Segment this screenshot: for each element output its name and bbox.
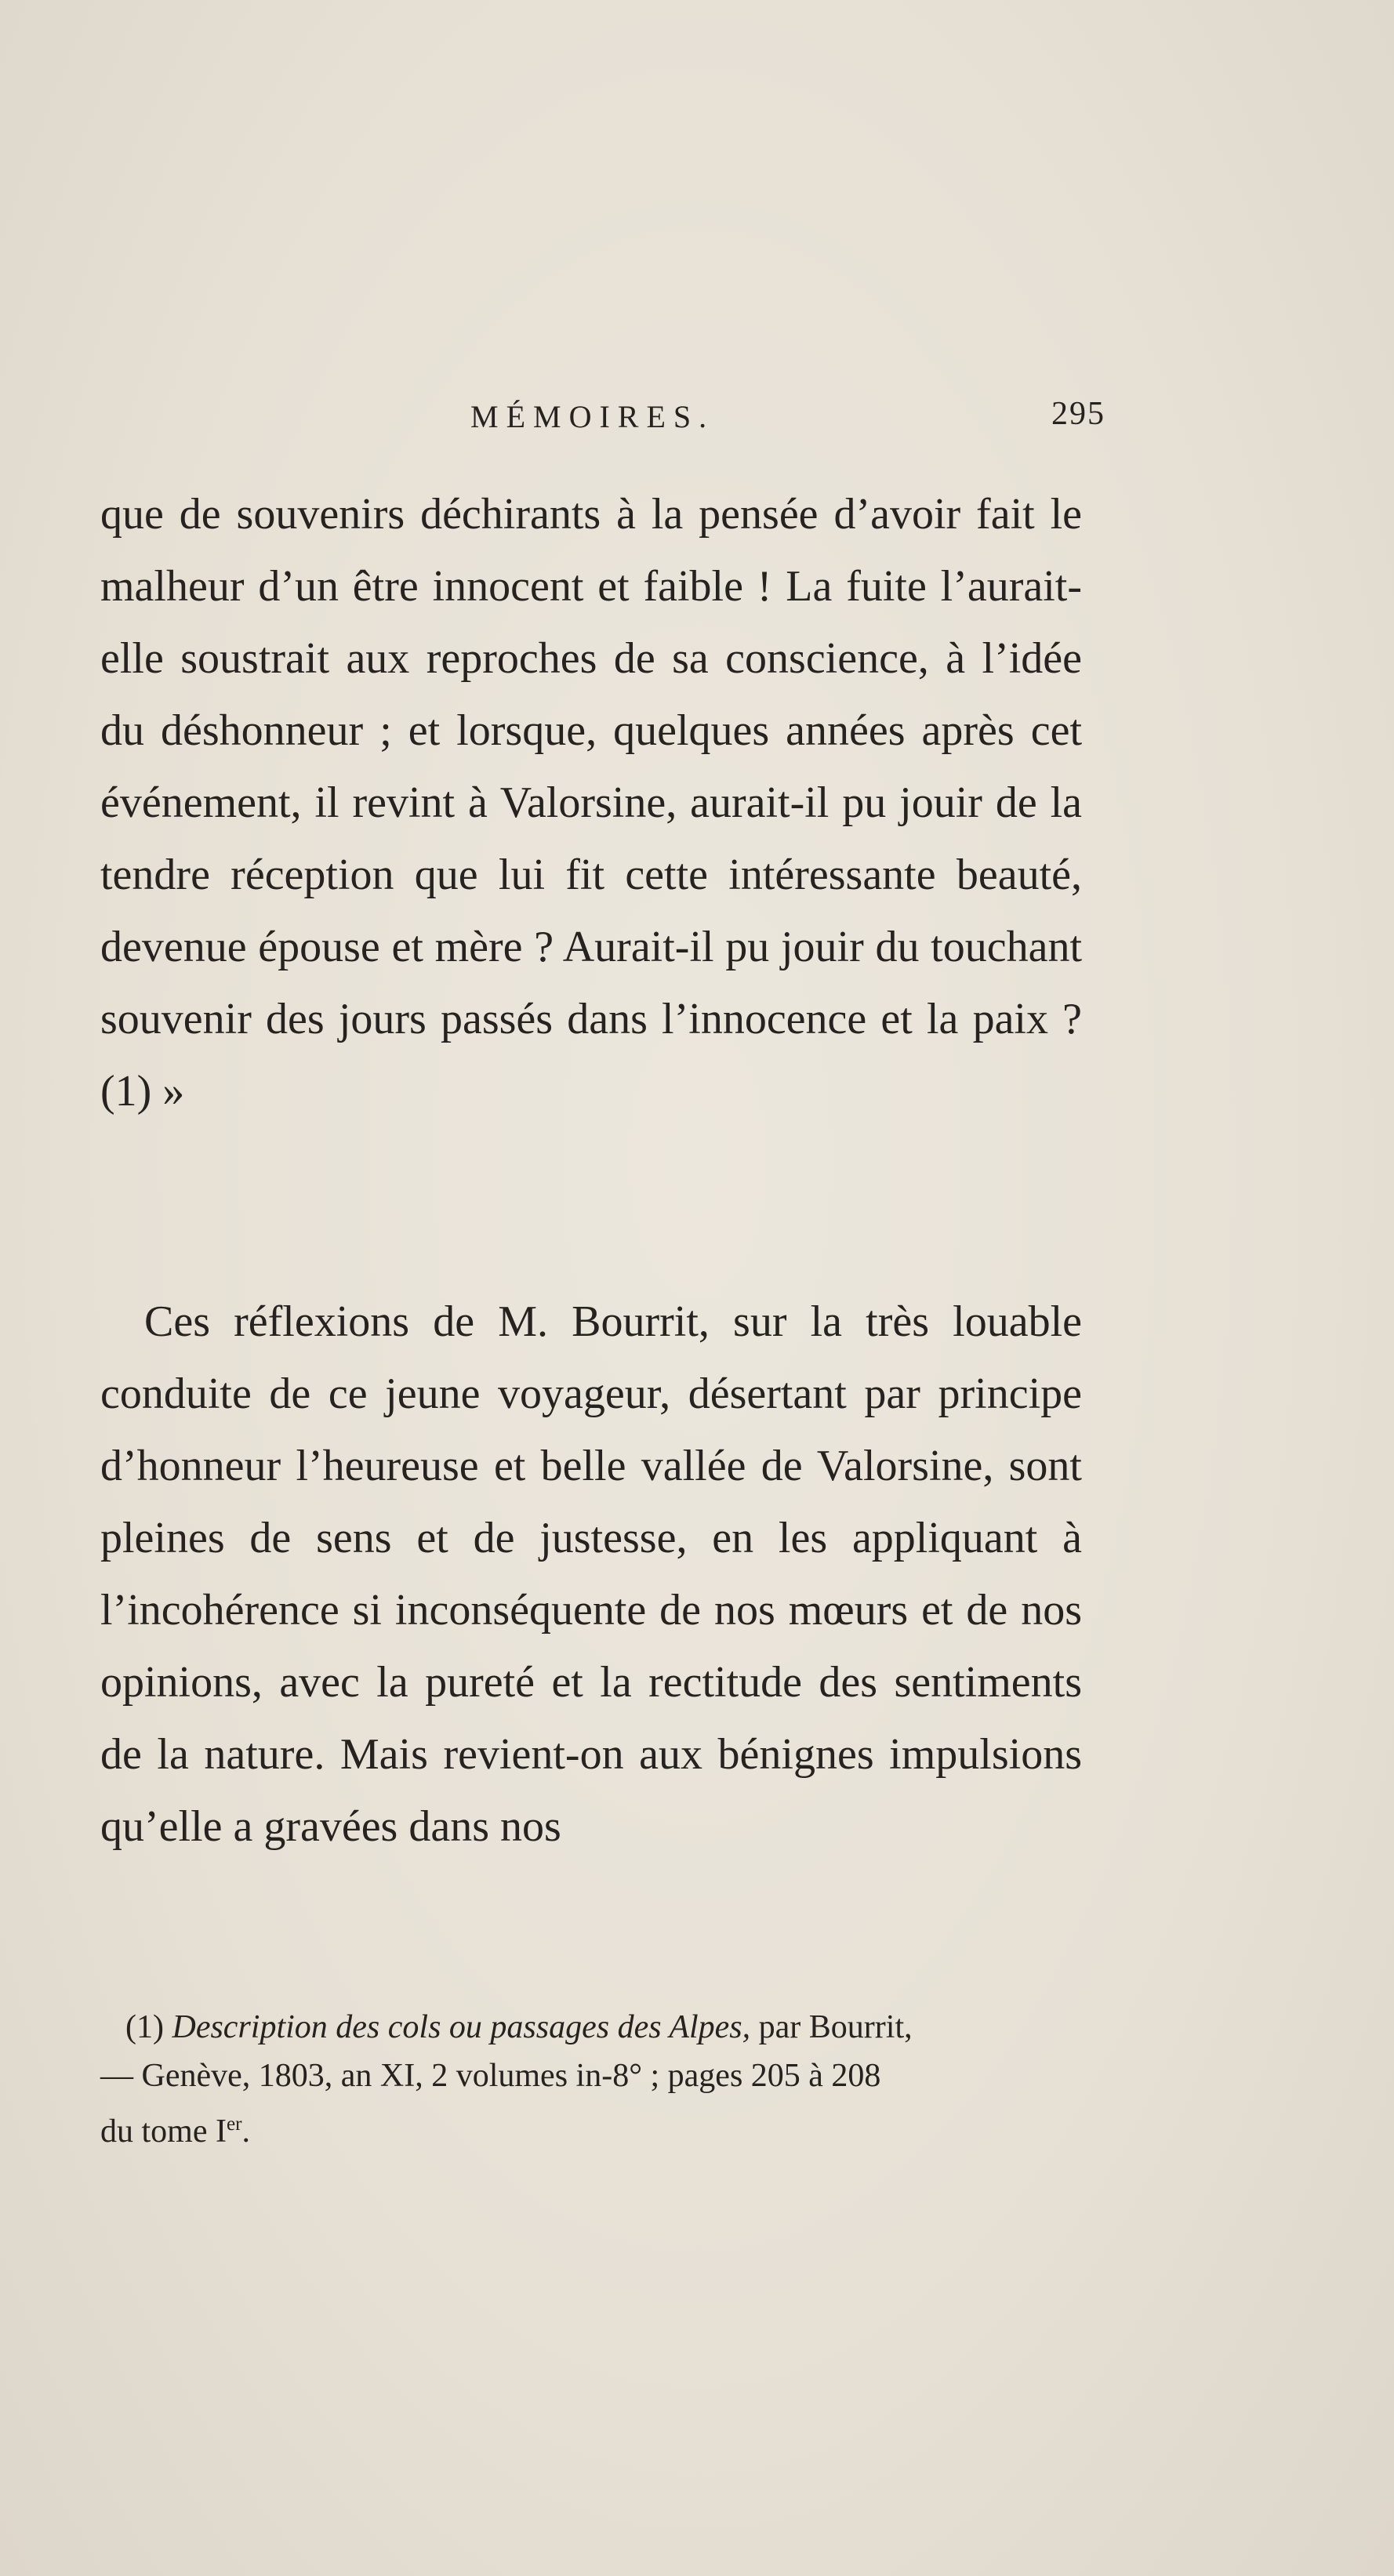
page-header	[100, 392, 1105, 447]
footnote	[100, 2003, 1082, 2156]
footnote-tome: du tome I	[100, 2113, 227, 2150]
footnote-tome-sup: er	[226, 2113, 242, 2135]
page-number: 295	[1051, 396, 1105, 432]
footnote-author: par Bourrit,	[758, 2009, 913, 2045]
footnote-title: Description des cols ou passages des Alpes,	[172, 2009, 751, 2045]
footnote-line-1	[100, 2003, 1082, 2052]
footnote-marker: (1)	[125, 2009, 164, 2045]
footnote-line-2: — Genève, 1803, an XI, 2 volumes in-8° ; pages 205 à 208	[100, 2058, 881, 2094]
footnote-line-3	[100, 2100, 1082, 2156]
paragraph-continuation: que de souvenirs déchirants à la pensée d’avoir fait le malheur d’un être innocent et faible ! La fuite l’aurait-elle soustrait aux reproches de sa conscience, à l’idée du déshonneur ; et lorsque, quelques années après cet événement, il revint à Valorsine, aurait-il pu jouir de la tendre réception que lui fit cette intéressante beauté, devenue épouse et mère ? Aurait-il pu jouir du touchant souvenir des jours passés dans l’innocence et la paix ? (1) »	[100, 490, 1082, 1116]
running-title: MÉMOIRES.	[470, 399, 715, 434]
paragraph-reflections: Ces réflexions de M. Bourrit, sur la très louable conduite de ce jeune voyageur, désertant par principe d’honneur l’heureuse et belle vallée de Valorsine, sont pleines de sens et de justesse, en les appliquant à l’incohérence si inconséquente de nos mœurs et de nos opinions, avec la pureté et la rectitude des sentiments de la nature. Mais revient-on aux bénignes impulsions qu’elle a gravées dans nos	[100, 1297, 1082, 1851]
footnote-end: .	[241, 2113, 251, 2150]
